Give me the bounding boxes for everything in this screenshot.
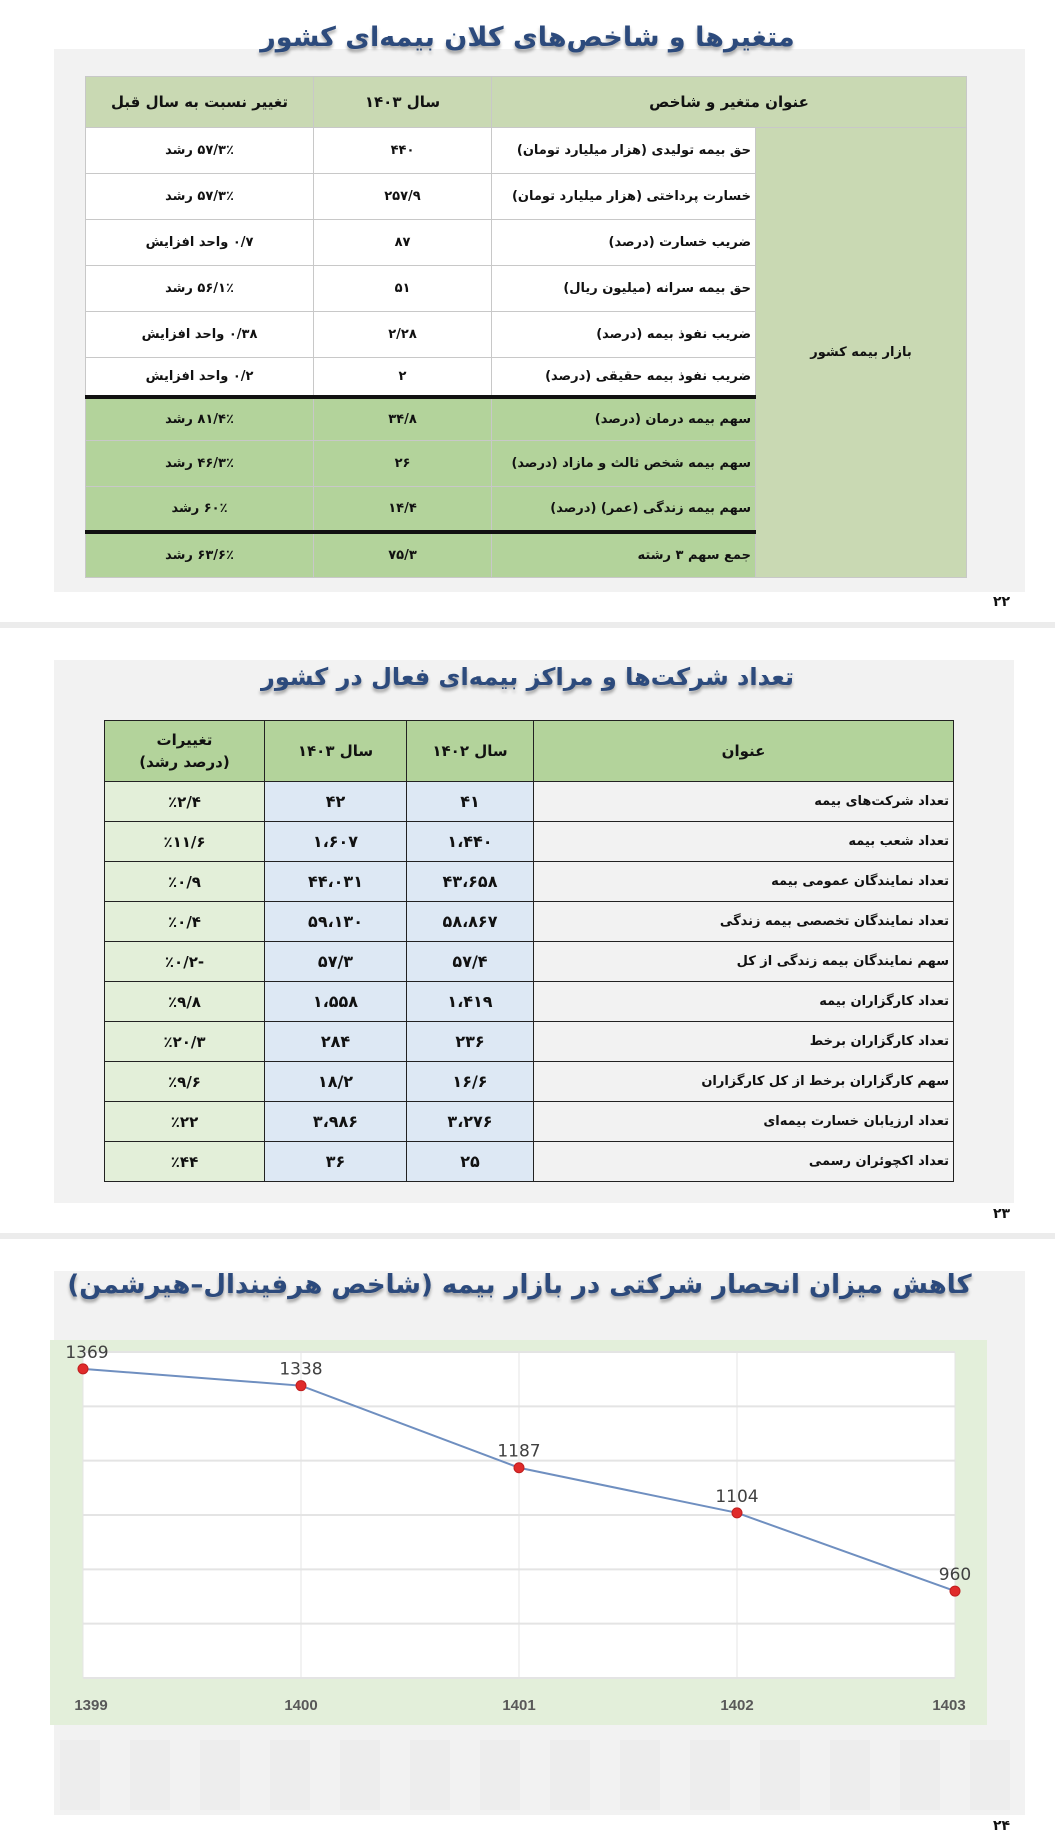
- page-22-title: متغیرها و شاخص‌های کلان بیمه‌ای کشور: [260, 22, 795, 53]
- header-year-1403: سال ۱۴۰۳: [265, 721, 407, 782]
- indicator-label: جمع سهم ۳ رشته: [492, 532, 756, 578]
- value-1403: ۵۹،۱۳۰: [265, 902, 407, 942]
- value-1403: ۱،۵۵۸: [265, 982, 407, 1022]
- page-23-title: تعداد شرکت‌ها و مراکز بیمه‌ای فعال در کشور: [261, 663, 794, 691]
- value-1402: ۴۱: [407, 782, 534, 822]
- value-1403: ۱،۶۰۷: [265, 822, 407, 862]
- row-label: تعداد نمایندگان تخصصی بیمه زندگی: [534, 902, 954, 942]
- value-1402: ۲۳۶: [407, 1022, 534, 1062]
- change-percent: -٪۰/۲: [105, 942, 265, 982]
- table-row: [105, 1102, 954, 1142]
- indicator-change: ۰/۳۸ واحد افزایش: [86, 312, 314, 358]
- page-number: ۲۳: [993, 1206, 1011, 1222]
- change-percent: ٪۰/۴: [105, 902, 265, 942]
- value-1402: ۲۵: [407, 1142, 534, 1182]
- indicator-change: ۴۶/۳٪ رشد: [86, 441, 314, 487]
- indicator-label: سهم بیمه شخص ثالث و مازاد (درصد): [492, 441, 756, 487]
- table-row: [105, 862, 954, 902]
- page-separator: [0, 622, 1055, 628]
- value-1402: ۵۷/۴: [407, 942, 534, 982]
- change-percent: ٪۲۰/۳: [105, 1022, 265, 1062]
- change-percent: ٪۲۲: [105, 1102, 265, 1142]
- value-1402: ۴۳،۶۵۸: [407, 862, 534, 902]
- table-row: [86, 128, 967, 174]
- indicator-change: ۰/۲ واحد افزایش: [86, 358, 314, 397]
- header-year-1403: سال ۱۴۰۳: [314, 77, 492, 128]
- indicator-change: ۶۳/۶٪ رشد: [86, 532, 314, 578]
- table-row: [105, 982, 954, 1022]
- value-1402: ۵۸،۸۶۷: [407, 902, 534, 942]
- x-tick-label: 1399: [74, 1697, 108, 1714]
- x-tick-label: 1403: [932, 1697, 966, 1714]
- watermark: [60, 1740, 1020, 1810]
- row-label: تعداد کارگزاران بیمه: [534, 982, 954, 1022]
- indicator-label: حق بیمه سرانه (میلیون ریال): [492, 266, 756, 312]
- indicator-value: ۲۵۷/۹: [314, 174, 492, 220]
- indicator-label: سهم بیمه زندگی (عمر) (درصد): [492, 487, 756, 532]
- table-header-row: [105, 721, 954, 782]
- indicator-change: ۸۱/۴٪ رشد: [86, 397, 314, 441]
- data-label: 1187: [497, 1441, 541, 1462]
- indicator-label: حق بیمه تولیدی (هزار میلیارد تومان): [492, 128, 756, 174]
- table-row: [105, 942, 954, 982]
- row-label: سهم نمایندگان بیمه زندگی از کل: [534, 942, 954, 982]
- insurance-companies-table: [104, 720, 954, 1182]
- value-1403: ۲۸۴: [265, 1022, 407, 1062]
- data-point: [950, 1586, 960, 1596]
- value-1403: ۴۴،۰۳۱: [265, 862, 407, 902]
- indicator-value: ۳۴/۸: [314, 397, 492, 441]
- header-changes: [105, 721, 265, 782]
- indicator-label: ضریب نفوذ بیمه (درصد): [492, 312, 756, 358]
- header-year-1402: سال ۱۴۰۲: [407, 721, 534, 782]
- indicator-label: ضریب خسارت (درصد): [492, 220, 756, 266]
- header-changes-label: تغییرات: [156, 731, 213, 749]
- value-1403: ۱۸/۲: [265, 1062, 407, 1102]
- x-tick-label: 1401: [502, 1697, 536, 1714]
- indicator-value: ۵۱: [314, 266, 492, 312]
- table-row: [105, 822, 954, 862]
- indicator-value: ۲/۲۸: [314, 312, 492, 358]
- data-point: [514, 1463, 524, 1473]
- header-change: تغییر نسبت به سال قبل: [86, 77, 314, 128]
- indicator-value: ۱۴/۴: [314, 487, 492, 532]
- row-label: سهم کارگزاران برخط از کل کارگزاران: [534, 1062, 954, 1102]
- row-label: تعداد اکچوئران رسمی: [534, 1142, 954, 1182]
- row-label: تعداد شعب بیمه: [534, 822, 954, 862]
- indicator-label: سهم بیمه درمان (درصد): [492, 397, 756, 441]
- row-label: تعداد ارزیابان خسارت بیمه‌ای: [534, 1102, 954, 1142]
- value-1403: ۴۲: [265, 782, 407, 822]
- indicator-change: ۰/۷ واحد افزایش: [86, 220, 314, 266]
- indicator-change: ۵۷/۳٪ رشد: [86, 128, 314, 174]
- indicator-change: ۶۰٪ رشد: [86, 487, 314, 532]
- data-point: [78, 1364, 88, 1374]
- header-indicator-title: عنوان متغیر و شاخص: [492, 77, 967, 128]
- data-label: 1369: [65, 1342, 109, 1363]
- value-1402: ۱۶/۶: [407, 1062, 534, 1102]
- page-number: ۲۲: [993, 594, 1011, 610]
- page-separator: [0, 1233, 1055, 1239]
- table-row: [105, 1022, 954, 1062]
- table-header-row: [86, 77, 967, 128]
- value-1403: ۳۶: [265, 1142, 407, 1182]
- indicator-value: ۴۴۰: [314, 128, 492, 174]
- indicator-value: ۷۵/۳: [314, 532, 492, 578]
- table-row: [105, 1062, 954, 1102]
- value-1402: ۱،۴۴۰: [407, 822, 534, 862]
- header-title: عنوان: [534, 721, 954, 782]
- table-row: [105, 902, 954, 942]
- value-1403: ۵۷/۳: [265, 942, 407, 982]
- page-number: ۲۴: [993, 1818, 1011, 1834]
- indicator-value: ۸۷: [314, 220, 492, 266]
- change-percent: ٪۹/۸: [105, 982, 265, 1022]
- data-point: [732, 1508, 742, 1518]
- change-percent: ٪۴۴: [105, 1142, 265, 1182]
- data-label: 1338: [279, 1359, 323, 1380]
- value-1402: ۳،۲۷۶: [407, 1102, 534, 1142]
- data-point: [296, 1381, 306, 1391]
- value-1402: ۱،۴۱۹: [407, 982, 534, 1022]
- change-percent: ٪۱۱/۶: [105, 822, 265, 862]
- group-label: بازار بیمه کشور: [756, 128, 967, 578]
- indicator-change: ۵۷/۳٪ رشد: [86, 174, 314, 220]
- indicator-label: ضریب نفوذ بیمه حقیقی (درصد): [492, 358, 756, 397]
- indicator-label: خسارت پرداختی (هزار میلیارد تومان): [492, 174, 756, 220]
- row-label: تعداد شرکت‌های بیمه: [534, 782, 954, 822]
- data-label: 1104: [715, 1486, 759, 1507]
- row-label: تعداد کارگزاران برخط: [534, 1022, 954, 1062]
- row-label: تعداد نمایندگان عمومی بیمه: [534, 862, 954, 902]
- indicator-value: ۲۶: [314, 441, 492, 487]
- table-row: [105, 782, 954, 822]
- indicator-value: ۲: [314, 358, 492, 397]
- table-row: [105, 1142, 954, 1182]
- indicator-change: ۵۶/۱٪ رشد: [86, 266, 314, 312]
- data-label: 960: [938, 1565, 972, 1586]
- macro-indicators-table: [85, 76, 967, 578]
- page-24-title: کاهش میزان انحصار شرکتی در بازار بیمه (شاخص هرفیندال–هیرشمن): [67, 1270, 972, 1300]
- hhi-line-chart: [50, 1340, 987, 1725]
- x-tick-label: 1402: [720, 1697, 754, 1714]
- change-percent: ٪۰/۹: [105, 862, 265, 902]
- change-percent: ٪۲/۴: [105, 782, 265, 822]
- header-changes-unit: (درصد رشد): [139, 753, 230, 771]
- value-1403: ۳،۹۸۶: [265, 1102, 407, 1142]
- change-percent: ٪۹/۶: [105, 1062, 265, 1102]
- x-tick-label: 1400: [284, 1697, 318, 1714]
